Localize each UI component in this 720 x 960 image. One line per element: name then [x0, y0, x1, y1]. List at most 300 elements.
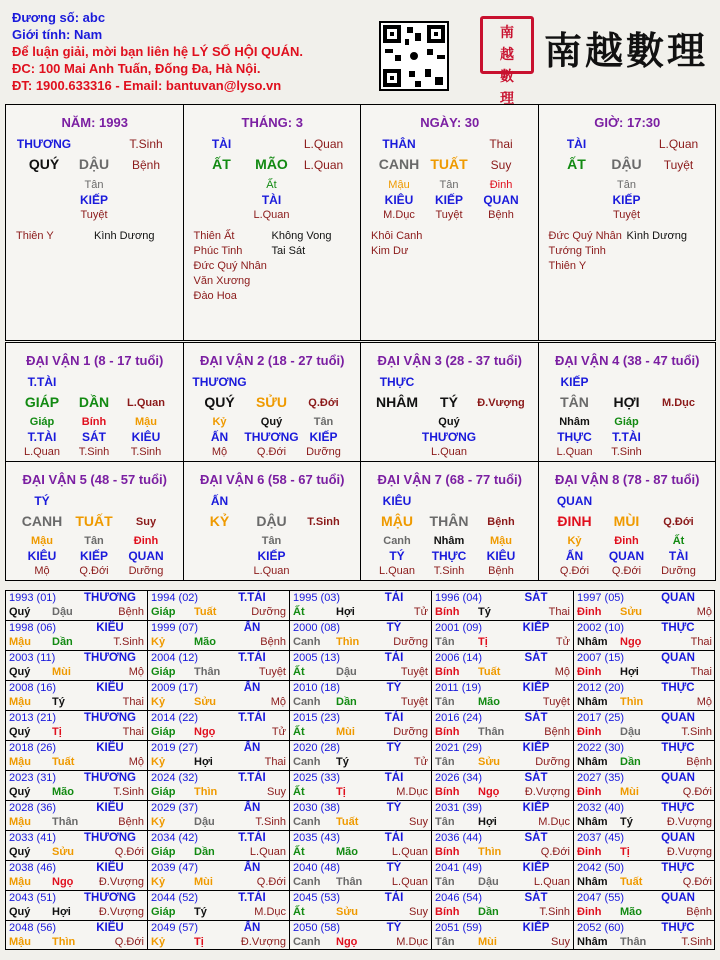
annual-cell [148, 711, 290, 741]
annual-cell [290, 831, 432, 861]
annual-stem: Giáp [151, 666, 176, 678]
hidden-life-stage: Tuyệt [80, 209, 108, 221]
annual-ten-god: KIẾP [522, 802, 550, 814]
annual-stem: Kỷ [151, 936, 166, 948]
annual-stem: Canh [293, 756, 321, 768]
annual-ten-god: TÀI [384, 832, 404, 844]
annual-stem: Quý [9, 786, 31, 798]
annual-branch: Tị [478, 636, 488, 648]
annual-ten-god: ẤN [243, 922, 261, 934]
annual-life-stage: Đ.Vượng [666, 816, 712, 828]
annual-year: 1998 (06) [9, 622, 57, 634]
hidden-life-stage: L.Quan [23, 446, 61, 458]
annual-life-stage: Bệnh [118, 606, 144, 618]
hidden-ten-god: QUAN [608, 549, 645, 563]
daivan-heavenly-stem: CANH [21, 513, 63, 529]
annual-branch: Ngọ [620, 636, 642, 648]
hidden-ten-god: TÀI [261, 193, 282, 207]
daivan-life-stage: Suy [135, 516, 157, 528]
hidden-life-stage: L.Quan [378, 565, 416, 577]
annual-year: 2038 (46) [9, 862, 57, 874]
header-info [12, 9, 303, 94]
pillar-heavenly-stem: QUÝ [28, 156, 60, 172]
pillar-box-3 [360, 104, 539, 341]
annual-year: 2029 (37) [151, 802, 199, 814]
annual-life-stage: Tử [271, 726, 286, 738]
annual-life-stage: Đ.Vượng [240, 936, 286, 948]
annual-stem: Canh [293, 696, 321, 708]
pillar-earthly-branch: MÃO [255, 156, 288, 172]
hidden-ten-god: KIÊU [27, 549, 57, 563]
annual-cell [148, 591, 290, 621]
annual-cell [148, 861, 290, 891]
annual-cell [432, 741, 574, 771]
hidden-life-stage: T.Sinh [130, 446, 162, 458]
annual-stem: Nhâm [577, 756, 608, 768]
annual-stem: Quý [9, 906, 31, 918]
daivan-heavenly-stem: ĐINH [557, 513, 592, 529]
annual-year: 2049 (57) [151, 922, 199, 934]
annual-cell [574, 801, 716, 831]
annual-year: 2014 (22) [151, 712, 199, 724]
annual-year: 2018 (26) [9, 742, 57, 754]
annual-life-stage: Tử [413, 756, 428, 768]
annual-cell [6, 861, 148, 891]
brand-logo-text: 南越數理 [544, 28, 709, 73]
annual-ten-god: KIÊU [96, 802, 124, 814]
annual-life-stage: M.Dục [396, 936, 428, 948]
annual-life-stage: Mộ [696, 696, 712, 708]
annual-ten-god: TÝ [386, 742, 402, 754]
annual-ten-god: QUAN [661, 832, 695, 844]
annual-ten-god: TÀI [384, 652, 404, 664]
annual-year: 2051 (59) [435, 922, 483, 934]
star-name: Tai Sát [271, 245, 306, 257]
hidden-stem: Mậu [135, 416, 157, 428]
hidden-stem: Mậu [388, 179, 410, 191]
hidden-life-stage: Mộ [34, 565, 50, 577]
annual-year: 2012 (20) [577, 682, 625, 694]
annual-year: 2031 (39) [435, 802, 483, 814]
annual-cell [432, 681, 574, 711]
hidden-stem: Kỷ [567, 535, 582, 547]
annual-life-stage: L.Quan [391, 876, 428, 888]
annual-life-stage: Dưỡng [251, 606, 286, 618]
annual-year: 2041 (49) [435, 862, 483, 874]
annual-branch: Ngọ [52, 876, 74, 888]
daivan-ten-god: QUAN [556, 494, 593, 508]
annual-cell [6, 681, 148, 711]
annual-cell [574, 591, 716, 621]
hidden-stem: Ất [672, 535, 685, 547]
annual-cell [290, 891, 432, 921]
annual-ten-god: T.TÀI [238, 712, 266, 724]
annual-stem: Ất [293, 726, 305, 738]
star-name: Khôi Canh [371, 230, 423, 242]
annual-stem: Quý [9, 606, 31, 618]
annual-ten-god: THƯƠNG [84, 592, 136, 604]
annual-branch: Tuất [620, 876, 643, 888]
annual-stem: Mậu [9, 936, 31, 948]
annual-ten-god: THỰC [661, 622, 695, 634]
annual-branch: Tuất [336, 816, 359, 828]
annual-life-stage: Thai [122, 726, 144, 738]
annual-branch: Thân [620, 936, 647, 948]
annual-ten-god: THƯƠNG [84, 772, 136, 784]
hidden-stem: Tân [261, 535, 282, 547]
annual-stem: Đinh [577, 606, 602, 618]
annual-life-stage: Thai [690, 636, 712, 648]
annual-stem: Kỷ [151, 816, 166, 828]
annual-life-stage: Đ.Vượng [98, 876, 144, 888]
daivan-life-stage: Bệnh [487, 516, 515, 528]
annual-stem: Nhâm [577, 876, 608, 888]
hidden-ten-god: T.TÀI [612, 430, 641, 444]
daivan-heavenly-stem: MẬU [381, 513, 413, 529]
annual-branch: Hợi [194, 756, 213, 768]
annual-stem: Mậu [9, 876, 31, 888]
annual-year: 2010 (18) [293, 682, 341, 694]
annual-cell [290, 621, 432, 651]
annual-cell [6, 921, 148, 951]
annual-cell [148, 621, 290, 651]
qr-code-icon[interactable] [379, 21, 449, 91]
annual-year: 2039 (47) [151, 862, 199, 874]
annual-life-stage: L.Quan [249, 846, 286, 858]
annual-cell [432, 801, 574, 831]
annual-cell [290, 591, 432, 621]
annual-branch: Thìn [336, 636, 360, 648]
daivan-heavenly-stem: QUÝ [204, 394, 235, 410]
annual-year: 2032 (40) [577, 802, 625, 814]
hidden-ten-god: KIẾP [79, 549, 108, 563]
annual-stem: Quý [9, 846, 31, 858]
annual-stem: Ất [293, 606, 305, 618]
annual-branch: Tuất [52, 756, 75, 768]
daivan-title: ĐẠI VẬN 5 (48 - 57 tuổi) [22, 472, 167, 487]
annual-life-stage: Bệnh [118, 816, 144, 828]
annual-branch: Hợi [620, 666, 639, 678]
annual-year: 2004 (12) [151, 652, 199, 664]
annual-cell [148, 921, 290, 951]
hidden-ten-god: QUAN [483, 193, 519, 207]
annual-branch: Dậu [620, 726, 641, 738]
annual-branch: Hợi [52, 906, 71, 918]
annual-year: 2042 (50) [577, 862, 625, 874]
hidden-stem: Giáp [614, 416, 639, 428]
daivan-ten-god: THƯƠNG [192, 375, 247, 389]
annual-ten-god: ẤN [243, 862, 261, 874]
annual-cell [6, 591, 148, 621]
annual-life-stage: Mộ [270, 696, 286, 708]
annual-stem: Canh [293, 816, 321, 828]
annual-stem: Ất [293, 786, 305, 798]
annual-life-stage: Đ.Vượng [666, 846, 712, 858]
annual-year: 2003 (11) [9, 652, 56, 664]
annual-stem: Giáp [151, 906, 176, 918]
pillar-heavenly-stem: CANH [378, 156, 420, 172]
annual-branch: Thìn [478, 846, 502, 858]
annual-year: 2043 (51) [9, 892, 57, 904]
annual-branch: Sửu [194, 696, 217, 708]
annual-cell [432, 651, 574, 681]
hidden-stem: Nhâm [433, 535, 465, 547]
annual-cell [574, 771, 716, 801]
annual-ten-god: THỰC [661, 802, 695, 814]
hidden-ten-god: QUAN [128, 549, 164, 563]
annual-life-stage: T.Sinh [539, 906, 570, 918]
annual-stem: Nhâm [577, 636, 608, 648]
annual-branch: Tị [194, 936, 204, 948]
annual-stem: Mậu [9, 696, 31, 708]
annual-year: 2052 (60) [577, 922, 625, 934]
daivan-life-stage: Q.Đới [663, 516, 694, 528]
hidden-life-stage: T.Sinh [611, 446, 642, 458]
pillar-ten-god: THƯƠNG [16, 137, 72, 151]
annual-year: 1993 (01) [9, 592, 57, 604]
annual-year: 2035 (43) [293, 832, 341, 844]
annual-life-stage: Đ.Vượng [98, 906, 144, 918]
annual-branch: Mão [478, 696, 500, 708]
pillar-box-4 [538, 104, 717, 341]
annual-branch: Mùi [52, 666, 71, 678]
annual-ten-god: SÁT [524, 772, 548, 784]
hidden-ten-god: TÝ [389, 549, 405, 563]
hidden-ten-god: THƯƠNG [244, 430, 299, 444]
hidden-stem: Đinh [489, 179, 513, 191]
annual-stem: Tân [435, 816, 455, 828]
annual-life-stage: Tuyệt [258, 666, 286, 678]
annual-ten-god: TÀI [384, 772, 404, 784]
annual-ten-god: T.TÀI [238, 892, 266, 904]
hidden-ten-god: KIẾP [434, 193, 463, 207]
annual-branch: Tị [620, 846, 630, 858]
annual-life-stage: Dưỡng [535, 756, 570, 768]
daivan-title: ĐẠI VẬN 6 (58 - 67 tuổi) [200, 472, 345, 487]
pillar-top-stage: Thai [489, 137, 513, 151]
annual-branch: Thìn [194, 786, 218, 798]
daivan-earthly-branch: DẦN [78, 394, 110, 410]
annual-ten-god: SÁT [524, 832, 548, 844]
annual-year: 2045 (53) [293, 892, 341, 904]
hidden-life-stage: T.Sinh [78, 446, 110, 458]
annual-ten-god: SÁT [524, 712, 548, 724]
annual-branch: Tý [478, 606, 491, 618]
annual-ten-god: TÝ [386, 922, 402, 934]
annual-cell [574, 711, 716, 741]
annual-table [5, 590, 715, 950]
daivan-title: ĐẠI VẬN 2 (18 - 27 tuổi) [200, 353, 345, 368]
annual-life-stage: Dưỡng [393, 726, 428, 738]
annual-branch: Tị [52, 726, 62, 738]
annual-stem: Đinh [577, 846, 602, 858]
annual-life-stage: Tử [555, 636, 570, 648]
annual-cell [574, 831, 716, 861]
annual-life-stage: L.Quan [391, 846, 428, 858]
annual-year: 2047 (55) [577, 892, 625, 904]
daivan-title: ĐẠI VẬN 3 (28 - 37 tuổi) [377, 353, 522, 368]
daivan-box-7 [360, 461, 539, 581]
annual-cell [148, 831, 290, 861]
annual-cell [432, 621, 574, 651]
annual-life-stage: Tuyệt [400, 666, 428, 678]
daivan-ten-god: T.TÀI [27, 375, 57, 389]
pillar-life-stage: Bệnh [131, 158, 161, 172]
annual-branch: Mùi [620, 786, 639, 798]
annual-cell [432, 891, 574, 921]
annual-stem: Kỷ [151, 756, 166, 768]
annual-branch: Mùi [194, 876, 213, 888]
daivan-ten-god: KIÊU [382, 494, 412, 508]
annual-cell [6, 651, 148, 681]
hidden-stem: Tân [84, 535, 104, 547]
annual-stem: Tân [435, 636, 455, 648]
annual-stem: Quý [9, 666, 31, 678]
annual-year: 1999 (07) [151, 622, 199, 634]
annual-stem: Nhâm [577, 936, 608, 948]
hidden-stem: Ất [266, 179, 277, 191]
annual-year: 2019 (27) [151, 742, 199, 754]
star-name: Không Vong [271, 230, 332, 242]
annual-branch: Dậu [478, 876, 499, 888]
hidden-stem: Tân [313, 416, 334, 428]
annual-ten-god: KIẾP [522, 682, 550, 694]
annual-ten-god: TÀI [384, 892, 404, 904]
annual-cell [6, 801, 148, 831]
daivan-ten-god: KIẾP [560, 375, 589, 389]
annual-ten-god: QUAN [661, 772, 695, 784]
annual-year: 2025 (33) [293, 772, 341, 784]
annual-cell [290, 741, 432, 771]
annual-cell [290, 861, 432, 891]
annual-ten-god: TÀI [384, 712, 404, 724]
annual-ten-god: ẤN [243, 682, 261, 694]
hidden-stem: Bính [81, 416, 107, 428]
annual-branch: Thân [194, 666, 221, 678]
annual-year: 2006 (14) [435, 652, 483, 664]
annual-year: 2050 (58) [293, 922, 341, 934]
pillar-heavenly-stem: ẤT [567, 156, 586, 172]
annual-life-stage: Thai [264, 756, 286, 768]
annual-stem: Kỷ [151, 636, 166, 648]
annual-cell [290, 801, 432, 831]
annual-life-stage: Tuyệt [400, 696, 428, 708]
annual-stem: Đinh [577, 906, 602, 918]
annual-stem: Kỷ [151, 876, 166, 888]
annual-branch: Dần [478, 906, 499, 918]
hidden-ten-god: TÀI [668, 549, 689, 563]
header-gender: Giới tính: Nam [12, 27, 103, 42]
pillar-top-stage: T.Sinh [129, 137, 163, 151]
annual-cell [290, 651, 432, 681]
annual-ten-god: KIẾP [522, 742, 550, 754]
hidden-life-stage: Q.Đới [256, 446, 287, 458]
annual-branch: Thìn [620, 696, 644, 708]
daivan-earthly-branch: HỢI [613, 394, 640, 410]
hidden-life-stage: Bệnh [488, 209, 514, 221]
annual-year: 2048 (56) [9, 922, 57, 934]
daivan-title: ĐẠI VẬN 4 (38 - 47 tuổi) [555, 353, 700, 368]
hidden-ten-god: KIẾP [79, 193, 108, 207]
annual-ten-god: KIÊU [96, 922, 124, 934]
annual-ten-god: ẤN [243, 622, 261, 634]
annual-ten-god: QUAN [661, 652, 695, 664]
daivan-ten-god: THỰC [379, 375, 415, 389]
header-contact: Để luận giải, mời bạn liên hệ LÝ SỐ HỘI QUÁN. [12, 44, 303, 59]
daivan-box-8 [538, 461, 717, 581]
daivan-title: ĐẠI VẬN 8 (78 - 87 tuổi) [555, 472, 700, 487]
annual-life-stage: Suy [409, 816, 428, 828]
hidden-stem: Nhâm [559, 416, 590, 428]
hidden-life-stage: Dưỡng [661, 565, 696, 577]
pillar-earthly-branch: DẬU [611, 156, 642, 172]
annual-ten-god: TÀI [384, 592, 404, 604]
annual-life-stage: Mộ [554, 666, 570, 678]
daivan-earthly-branch: THÂN [429, 513, 469, 529]
annual-branch: Dần [620, 756, 641, 768]
annual-stem: Bính [435, 906, 460, 918]
annual-branch: Tý [52, 696, 65, 708]
pillar-top-stage: L.Quan [303, 137, 344, 151]
annual-year: 2034 (42) [151, 832, 199, 844]
annual-branch: Mùi [336, 726, 355, 738]
annual-life-stage: T.Sinh [113, 786, 144, 798]
annual-branch: Dậu [194, 816, 215, 828]
annual-cell [6, 621, 148, 651]
annual-stem: Mậu [9, 756, 31, 768]
annual-year: 2023 (31) [9, 772, 57, 784]
star-name: Đào Hoa [193, 290, 237, 302]
annual-life-stage: Thai [690, 666, 712, 678]
annual-branch: Sửu [336, 906, 359, 918]
annual-cell [574, 921, 716, 951]
hidden-ten-god: KIẾP [257, 549, 286, 563]
annual-year: 2044 (52) [151, 892, 199, 904]
annual-ten-god: TÝ [386, 862, 402, 874]
hidden-life-stage: Bệnh [488, 565, 514, 577]
annual-stem: Tân [435, 756, 455, 768]
pillar-ten-god: THÂN [382, 137, 416, 151]
star-name: Đức Quý Nhân [193, 260, 267, 272]
annual-ten-god: KIÊU [96, 682, 124, 694]
annual-stem: Canh [293, 636, 321, 648]
annual-year: 2001 (09) [435, 622, 483, 634]
annual-stem: Tân [435, 876, 455, 888]
star-name: Thiên Y [16, 230, 54, 242]
daivan-title: ĐẠI VẬN 7 (68 - 77 tuổi) [377, 472, 522, 487]
annual-ten-god: THƯƠNG [84, 652, 136, 664]
annual-branch: Tý [336, 756, 349, 768]
annual-branch: Dần [52, 636, 73, 648]
annual-year: 2008 (16) [9, 682, 57, 694]
annual-life-stage: Q.Đới [114, 846, 144, 858]
annual-life-stage: Suy [551, 936, 570, 948]
annual-cell [6, 831, 148, 861]
annual-life-stage: Q.Đới [114, 936, 144, 948]
daivan-earthly-branch: TÝ [440, 394, 458, 410]
annual-branch: Hợi [336, 606, 355, 618]
daivan-ten-god: ẤN [210, 494, 229, 508]
hidden-stem: Giáp [29, 416, 55, 428]
annual-life-stage: T.Sinh [681, 726, 712, 738]
daivan-box-3 [360, 342, 539, 462]
annual-branch: Tý [620, 816, 633, 828]
annual-branch: Dậu [336, 666, 357, 678]
annual-branch: Mão [52, 786, 74, 798]
header-phone-email: ĐT: 1900.633316 - Email: bantuvan@lyso.vn [12, 78, 282, 93]
annual-stem: Giáp [151, 726, 176, 738]
hidden-stem: Tân [617, 179, 636, 191]
